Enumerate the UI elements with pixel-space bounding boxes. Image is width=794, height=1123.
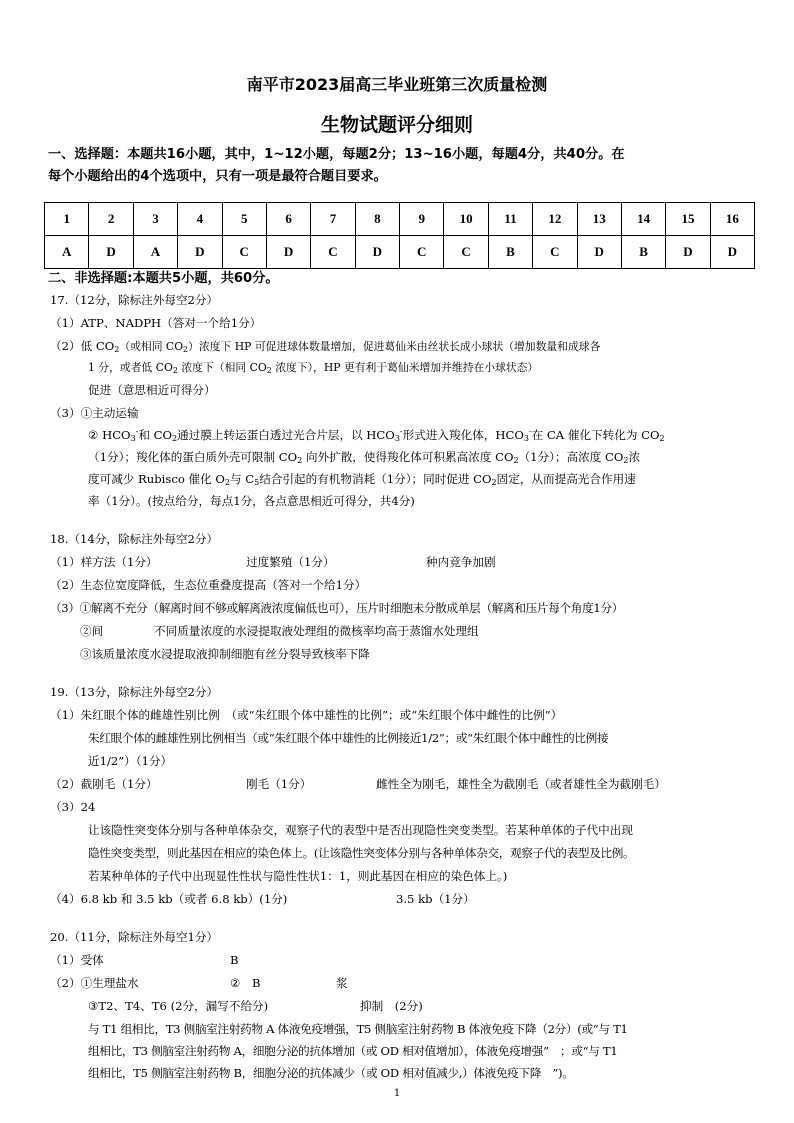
- q18-part3-line2-a: ②间: [80, 624, 104, 638]
- q19-part1-line2: 朱红眼个体的雌雄性别比例相当（或“朱红眼个体中雄性的比例接近1/2”；或“朱红眼个体中雌性的比例接: [88, 731, 609, 745]
- q18-heading: 18.（14分，除标注外每空2分）: [50, 532, 219, 546]
- q17-part2-line1: （2）低 $CO_2$（或相同 $CO_2$）浓度下 HP 可促进球体数量增加，促进葛仙米由丝状长成小球状（增加数量和成球各: [50, 339, 601, 354]
- page-number: 1: [393, 1088, 401, 1099]
- answer-table-answers-row: [45, 236, 755, 269]
- answer-cell: D: [355, 236, 399, 269]
- q18-part3-line3: ③该质量浓度水浸提取液抑制细胞有丝分裂导致核率下降: [80, 647, 370, 661]
- question-number-cell: 12: [533, 203, 577, 236]
- question-number-cell: 14: [621, 203, 665, 236]
- q17-part3-line2: ② $HCO_3^-$和 $CO_2$通过膜上转运蛋白透过光合片层，以 $HCO_3^-$形式进入羧化体，$HCO_3^-$在 CA 催化下转化为 $CO_2$: [88, 427, 665, 443]
- q17-part3-line3: （1分）；羧化体的蛋白质外壳可限制 $CO_2$ 向外扩散，使得羧化体可积累高浓度 $CO_2(1$分）；高浓度 $CO_2$浓: [88, 450, 641, 465]
- answer-cell: D: [577, 236, 621, 269]
- section1-heading-line2: 每个小题给出的4个选项中，只有一项是最符合题目要求。: [48, 169, 387, 184]
- question-number-cell: 2: [89, 203, 133, 236]
- q19-part3-line2: 让该隐性突变体分别与各种单体杂交，观察子代的表型中是否出现隐性突变类型。若某种单体的子代中出现: [88, 823, 633, 837]
- q19-part2-a: （2）截刚毛（1分）: [50, 777, 158, 791]
- answer-table: [44, 202, 755, 269]
- answer-cell: A: [133, 236, 177, 269]
- question-number-cell: 15: [666, 203, 710, 236]
- answer-cell: D: [178, 236, 222, 269]
- answer-cell: A: [45, 236, 89, 269]
- q19-part4-a: （4）6.8 kb 和 3.5 kb（或者 6.8 kb）(1分): [50, 892, 288, 906]
- q20-part2-c: 浆: [336, 976, 348, 990]
- answer-cell: B: [621, 236, 665, 269]
- q18-part1-b: 过度繁殖（1分）: [246, 555, 335, 569]
- answer-cell: C: [222, 236, 266, 269]
- q20-part1-a: （1）受体: [50, 953, 104, 967]
- q18-part1-c: 种内竞争加剧: [426, 555, 496, 569]
- q19-part1-line1: （1）朱红眼个体的雌雄性别比例 （或“朱红眼个体中雄性的比例”；或“朱红眼个体中雌性的比例”）: [50, 708, 563, 722]
- q20-part1-b: B: [230, 953, 239, 967]
- question-number-cell: 7: [311, 203, 355, 236]
- q20-part2-b: ② B: [230, 976, 261, 990]
- answer-cell: C: [533, 236, 577, 269]
- question-number-cell: 3: [133, 203, 177, 236]
- q19-part2-c: 雌性全为刚毛，雄性全为截刚毛（或者雄性全为截刚毛）: [376, 777, 666, 791]
- answer-cell: C: [400, 236, 444, 269]
- q17-part1: （1）ATP、NADPH（答对一个给1分）: [50, 316, 262, 330]
- question-number-cell: 1: [45, 203, 89, 236]
- answer-cell: D: [266, 236, 310, 269]
- answer-cell: D: [710, 236, 754, 269]
- q18-part3-line2-b: 不同质量浓度的水浸提取液处理组的微核率均高于蒸馏水处理组: [154, 624, 479, 638]
- question-number-cell: 6: [266, 203, 310, 236]
- q17-part3-line4: 度可减少 Rubisco 催化 $O_2$与 $C_5$结合引起的有机物消耗（1分）；同时促进 $CO_2$固定，从而提高光合作用速: [88, 472, 636, 487]
- question-number-cell: 5: [222, 203, 266, 236]
- question-number-cell: 16: [710, 203, 754, 236]
- q18-part2: （2）生态位宽度降低，生态位重叠度提高（答对一个给1分）: [50, 578, 367, 592]
- answer-cell: C: [311, 236, 355, 269]
- q20-part2-a: （2）①生理盐水: [50, 976, 139, 990]
- section2-heading: 二、非选择题:本题共5小题，共60分。: [48, 271, 279, 286]
- q19-part3-line3: 隐性突变类型，则此基因在相应的染色体上。(让该隐性突变体分别与各种单体杂交，观察子代的表型及比例。: [88, 846, 635, 860]
- question-number-cell: 4: [178, 203, 222, 236]
- q19-part3-line4: 若某种单体的子代中出现显性性状与隐性性状1：1，则此基因在相应的染色体上。): [88, 869, 508, 883]
- q18-part3-line1: （3）①解离不充分（解离时间不够或解离液浓度偏低也可），压片时细胞未分散成单层（解离和压片每个角度1分）: [50, 601, 624, 615]
- q20-part2-e: 抑制 (2分): [360, 999, 423, 1013]
- q17-part3-line5: 率（1分）。(按点给分，每点1分，各点意思相近可得分，共4分): [88, 494, 415, 508]
- q20-heading: 20.（11分，除标注外每空1分）: [50, 930, 219, 944]
- document-subtitle: 生物试题评分细则: [320, 114, 473, 136]
- q20-part2-d: ③T2、T4、T6 (2分，漏写不给分): [88, 999, 269, 1013]
- q19-part3-line1: （3）24: [50, 800, 96, 814]
- q20-part2-line-h: 组相比，T5 侧脑室注射药物 B，细胞分泌的抗体减少（或 OD 相对值减少,）体液免疫下降 ”)。: [88, 1066, 574, 1080]
- document-title: 南平市2023届高三毕业班第三次质量检测: [246, 75, 548, 94]
- q20-part2-line-g: 组相比，T3 侧脑室注射药物 A，细胞分泌的抗体增加（或 OD 相对值增加），体液免疫增强” ；或“与 T1: [88, 1044, 618, 1058]
- q20-part2-line-f: 与 T1 组相比，T3 侧脑室注射药物 A 体液免疫增强，T5 侧脑室注射药物 B 体液免疫下降（2分）(或“与 T1: [88, 1022, 628, 1036]
- answer-table-numbers-row: [45, 203, 755, 236]
- answer-cell: D: [666, 236, 710, 269]
- section1-heading-line1: 一、选择题：本题共16小题，其中，1~12小题，每题2分；13~16小题，每题4分，共40分。在: [48, 147, 625, 162]
- q17-part2-line3: 促进（意思相近可得分）: [88, 383, 216, 397]
- q17-part3-line1: （3）①主动运输: [50, 406, 139, 420]
- question-number-cell: 8: [355, 203, 399, 236]
- q19-heading: 19.（13分，除标注外每空2分）: [50, 685, 219, 699]
- question-number-cell: 9: [400, 203, 444, 236]
- question-number-cell: 10: [444, 203, 488, 236]
- answer-cell: B: [488, 236, 532, 269]
- q17-heading: 17.（12分，除标注外每空2分）: [50, 293, 219, 307]
- q19-part1-line3: 近1/2”）（1分）: [88, 754, 173, 768]
- question-number-cell: 11: [488, 203, 532, 236]
- q19-part2-b: 刚毛（1分）: [246, 777, 312, 791]
- answer-cell: C: [444, 236, 488, 269]
- question-number-cell: 13: [577, 203, 621, 236]
- q17-part2-line2: 1 分，或者低 $CO_2$ 浓度下（相同 $CO_2$ 浓度下），HP 更有利于葛仙米增加并维持在小球状态）: [88, 361, 539, 375]
- q19-part4-b: 3.5 kb（1分）: [396, 892, 475, 906]
- answer-cell: D: [89, 236, 133, 269]
- q18-part1-a: （1）样方法（1分）: [50, 555, 158, 569]
